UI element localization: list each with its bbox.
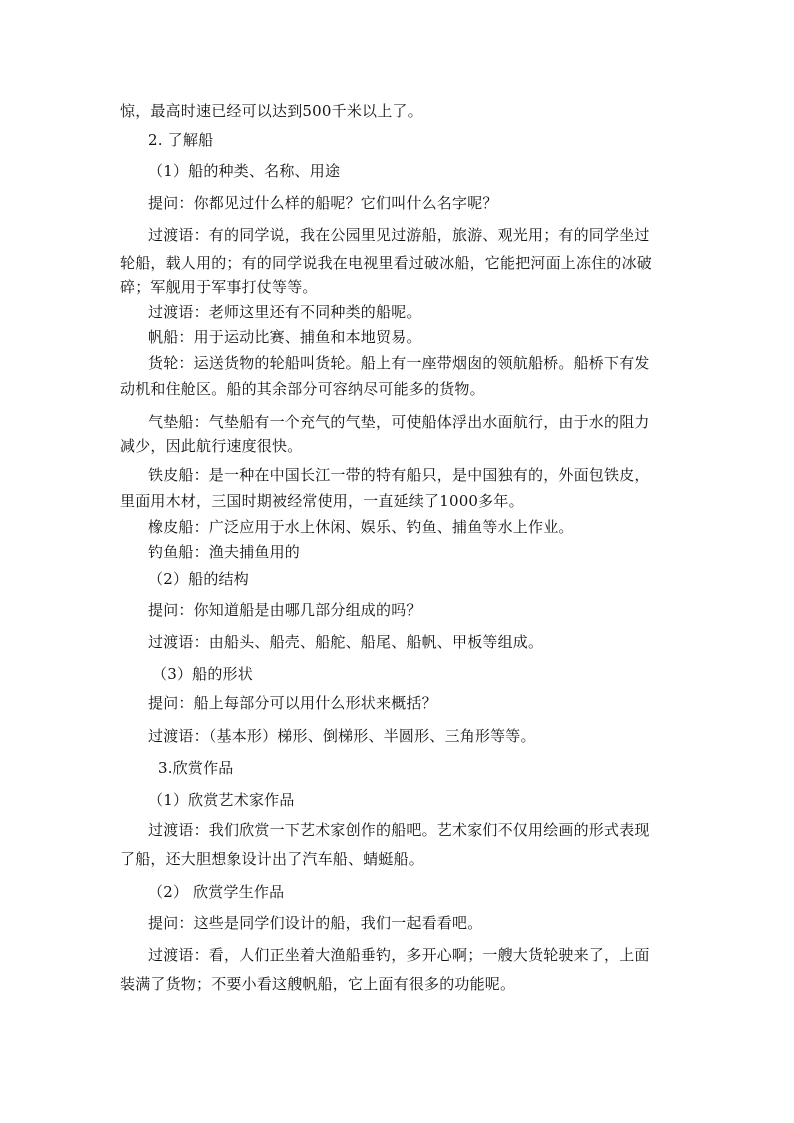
paragraph-line: 动机和住舱区。船的其余部分可容纳尽可能多的货物。	[120, 380, 485, 398]
paragraph-line: 过渡语：老师这里还有不同种类的船呢。	[148, 303, 422, 321]
paragraph-line: 橡皮船：广泛应用于水上休闲、娱乐、钓鱼、捕鱼等水上作业。	[148, 518, 574, 536]
paragraph-line: 提问：你知道船是由哪几部分组成的吗？	[148, 601, 422, 619]
subsection-heading: （1）船的种类、名称、用途	[148, 162, 341, 180]
paragraph-line: 减少，因此航行速度很快。	[120, 437, 303, 455]
subsection-heading: （1）欣赏艺术家作品	[148, 791, 295, 809]
paragraph-line: 过渡语：有的同学说，我在公园里见过游船，旅游、观光用；有的同学坐过	[148, 226, 650, 244]
paragraph-line: 过渡语：我们欣赏一下艺术家创作的船吧。艺术家们不仅用绘画的形式表现	[148, 821, 650, 839]
paragraph-line: 轮船，载人用的；有的同学说我在电视里看过破冰船，它能把河面上冻住的冰破	[120, 254, 653, 272]
section-heading: 3.欣赏作品	[158, 759, 234, 777]
paragraph-line: 帆船：用于运动比赛、捕鱼和本地贸易。	[148, 328, 422, 346]
paragraph-line: 里面用木材，三国时期被经常使用，一直延续了1000多年。	[120, 492, 524, 510]
paragraph-line: 过渡语：看，人们正坐着大渔船垂钓，多开心啊；一艘大货轮驶来了，上面	[148, 946, 650, 964]
section-heading: 2. 了解船	[148, 131, 214, 149]
paragraph-line: 碎；军舰用于军事打仗等等。	[120, 278, 318, 296]
paragraph-line: 了船，还大胆想象设计出了汽车船、蜻蜓船。	[120, 850, 425, 868]
subsection-heading: （2）船的结构	[148, 570, 249, 588]
paragraph-line: 装满了货物；不要小看这艘帆船，它上面有很多的功能呢。	[120, 975, 516, 993]
paragraph-line: 提问：船上每部分可以用什么形状来概括？	[148, 694, 437, 712]
paragraph-line: 提问：这些是同学们设计的船，我们一起看看吧。	[148, 914, 483, 932]
paragraph-line: 铁皮船：是一种在中国长江一带的特有船只，是中国独有的，外面包铁皮，	[148, 466, 650, 484]
paragraph-line: 过渡语：由船头、船壳、船舵、船尾、船帆、甲板等组成。	[148, 633, 544, 651]
paragraph-line: 提问：你都见过什么样的船呢？它们叫什么名字呢？	[148, 194, 498, 212]
subsection-heading: （2） 欣赏学生作品	[148, 883, 285, 901]
paragraph-line: 过渡语：（基本形）梯形、倒梯形、半圆形、三角形等等。	[148, 727, 536, 745]
subsection-heading: （3）船的形状	[152, 665, 253, 683]
text-line: 惊，最高时速已经可以达到500千米以上了。	[120, 102, 423, 120]
paragraph-line: 气垫船：气垫船有一个充气的气垫，可使船体浮出水面航行，由于水的阻力	[148, 413, 650, 431]
paragraph-line: 钓鱼船：渔夫捕鱼用的	[148, 543, 301, 561]
paragraph-line: 货轮：运送货物的轮船叫货轮。船上有一座带烟囱的领航船桥。船桥下有发	[148, 354, 650, 372]
